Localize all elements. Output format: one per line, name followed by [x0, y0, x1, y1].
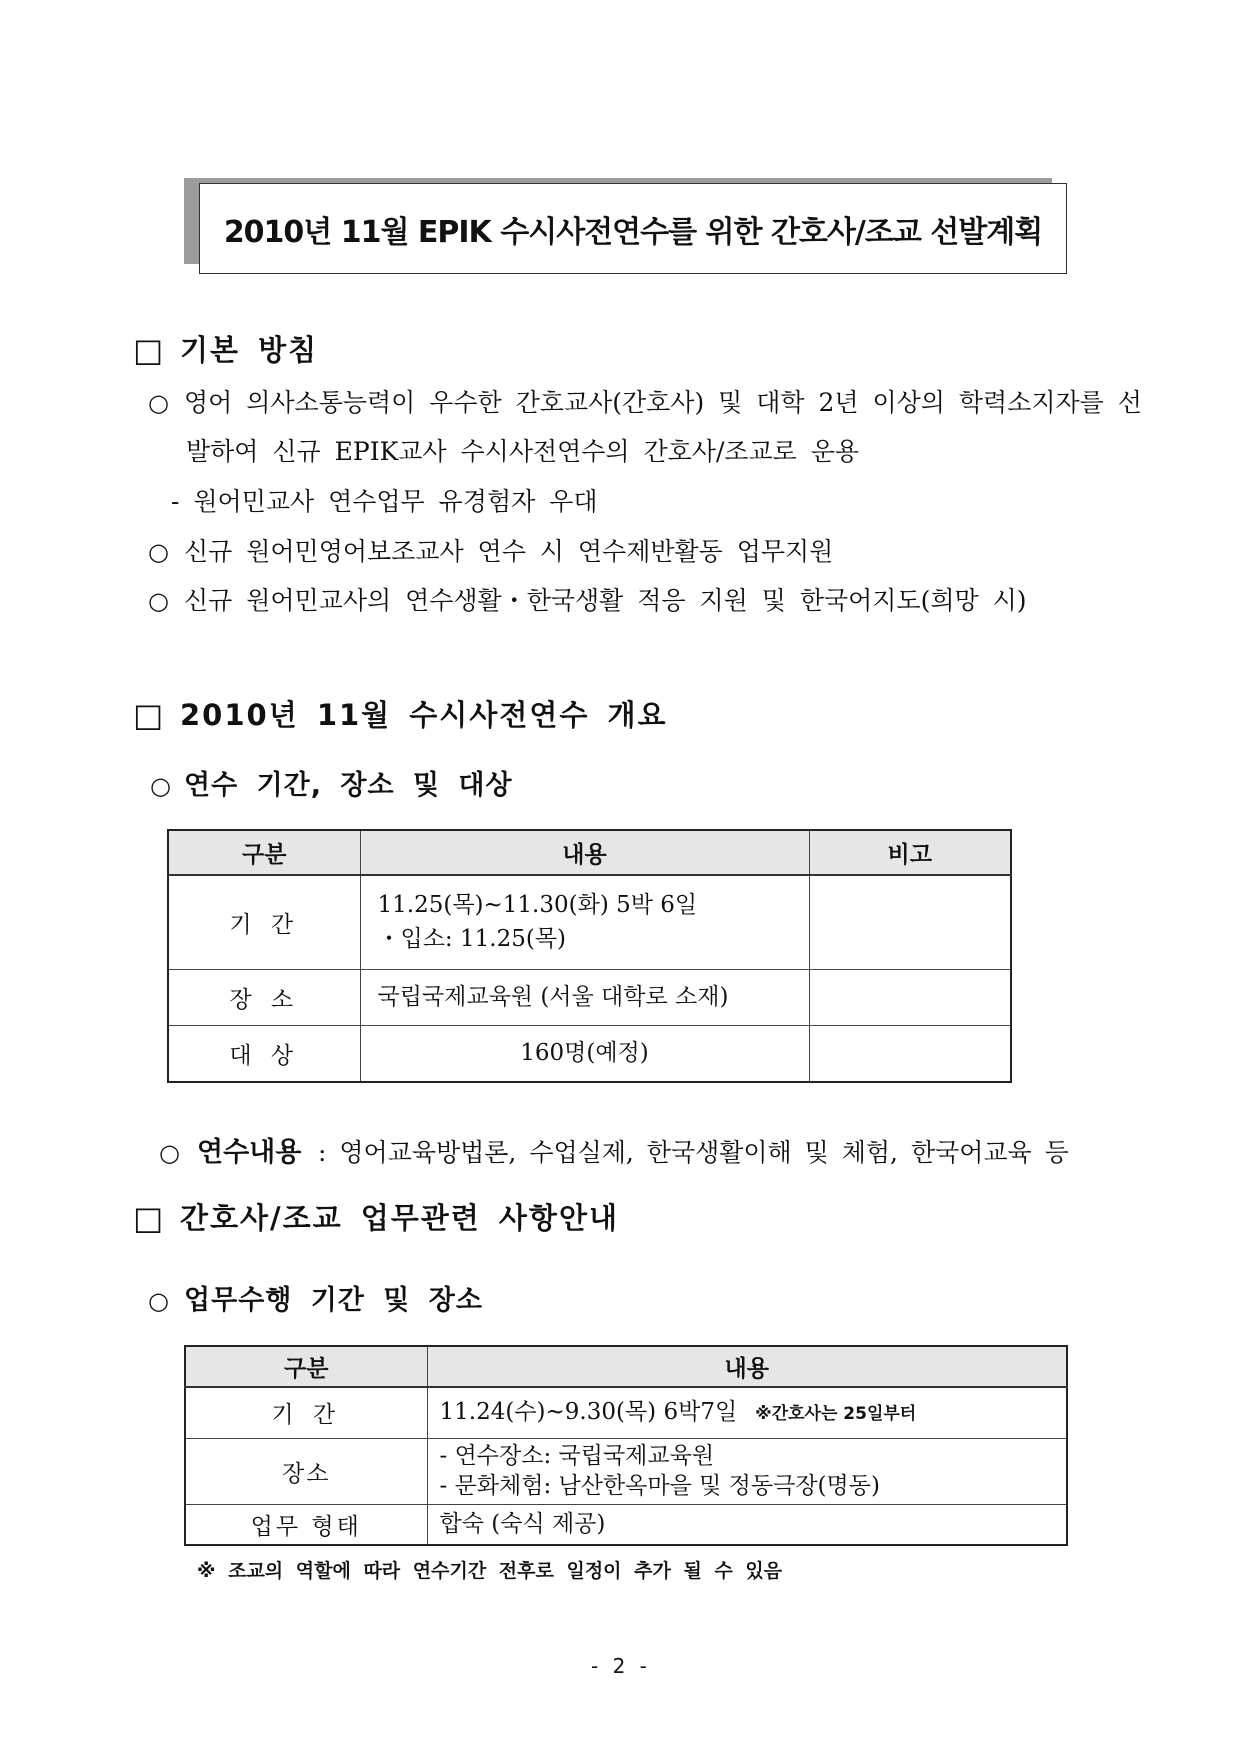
check-in-text: ・입소: 11.25(목)	[377, 926, 567, 953]
column-header: 내용	[427, 1346, 1067, 1387]
culture-experience-text: - 문화체험: 남산한옥마을 및 정동극장(명동)	[439, 1473, 880, 1499]
policy-item-1-line-2: 발하여 신규 EPIK교사 수시사전연수의 간호사/조교로 운용	[186, 437, 860, 466]
policy-item-1-line-1: 영어 의사소통능력이 우수한 간호교사(간호사) 및 대학 2년 이상의 학력소지자를 선	[184, 388, 1142, 417]
column-header: 내용	[360, 830, 809, 875]
row-content	[360, 1025, 809, 1082]
training-content-text: : 영어교육방법론, 수업실제, 한국생활이해 및 체험, 한국어교육 등	[318, 1138, 1069, 1167]
policy-sub-item: - 원어민교사 연수업무 유경험자 우대	[171, 487, 598, 516]
row-remark	[809, 1025, 1011, 1082]
training-content-label: 연수내용	[197, 1137, 302, 1168]
column-header: 구분	[168, 830, 360, 875]
period-text: 11.25(목)~11.30(화) 5박 6일	[377, 892, 698, 919]
row-label: 업무 형태	[185, 1504, 427, 1545]
circle-bullet-icon: ○	[150, 772, 171, 800]
section-checkbox-icon: □	[133, 331, 164, 369]
work-details-table	[184, 1345, 1068, 1546]
table-row	[168, 1025, 1011, 1082]
circle-bullet-icon: ○	[148, 389, 169, 417]
policy-item-3: 신규 원어민교사의 연수생활・한국생활 적응 지원 및 한국어지도(희망 시)	[184, 586, 1027, 615]
column-header: 구분	[185, 1346, 427, 1387]
training-venue-text: - 연수장소: 국립국제교육원	[439, 1443, 715, 1469]
row-label: 기 간	[168, 875, 360, 969]
row-content	[427, 1504, 1067, 1545]
circle-bullet-icon: ○	[148, 587, 169, 615]
circle-bullet-icon: ○	[148, 538, 169, 566]
table-row	[185, 1438, 1067, 1504]
table-row	[185, 1387, 1067, 1438]
subsection-heading-work-period: 업무수행 기간 및 장소	[184, 1285, 483, 1316]
page-number: - 2 -	[591, 1654, 651, 1678]
table-header-row	[168, 830, 1011, 875]
circle-bullet-icon: ○	[148, 1287, 169, 1315]
table-header-row	[185, 1346, 1067, 1387]
row-remark	[809, 875, 1011, 969]
row-content	[360, 875, 809, 969]
participants-text: 160명(예정)	[520, 1040, 649, 1067]
table-row	[185, 1504, 1067, 1545]
row-label: 기 간	[185, 1387, 427, 1438]
table-row	[168, 969, 1011, 1025]
footnote: ※ 조교의 역할에 따라 연수기간 전후로 일정이 추가 될 수 있음	[197, 1560, 783, 1582]
document-title: 2010년 11월 EPIK 수시사전연수를 위한 간호사/조교 선발계획	[223, 214, 1043, 250]
work-period-line	[440, 1395, 1067, 1431]
row-label: 장소	[185, 1438, 427, 1504]
section-heading-duties: 간호사/조교 업무관련 사항안내	[180, 1201, 619, 1235]
circle-bullet-icon: ○	[159, 1139, 180, 1167]
row-label: 장 소	[168, 969, 360, 1025]
row-content	[360, 969, 809, 1025]
venue-text: 국립국제교육원 (서울 대학로 소재)	[377, 984, 729, 1010]
policy-item-2: 신규 원어민영어보조교사 연수 시 연수제반활동 업무지원	[184, 537, 834, 566]
row-remark	[809, 969, 1011, 1025]
row-content	[427, 1438, 1067, 1504]
section-checkbox-icon: □	[133, 696, 164, 734]
title-box	[199, 183, 1067, 274]
training-overview-table	[167, 829, 1012, 1083]
column-header: 비고	[809, 830, 1011, 875]
section-heading-policy: 기본 방침	[180, 333, 319, 367]
row-content	[427, 1387, 1067, 1438]
nurse-start-note: ※간호사는 25일부터	[755, 1403, 917, 1424]
section-checkbox-icon: □	[133, 1199, 164, 1237]
section-heading-overview: 2010년 11월 수시사전연수 개요	[180, 698, 668, 732]
row-label: 대 상	[168, 1025, 360, 1082]
subsection-heading-schedule: 연수 기간, 장소 및 대상	[184, 770, 513, 801]
work-period-text: 11.24(수)~9.30(목) 6박7일	[439, 1398, 738, 1425]
table-row	[168, 875, 1011, 969]
work-type-text: 합숙 (숙식 제공)	[439, 1511, 606, 1538]
